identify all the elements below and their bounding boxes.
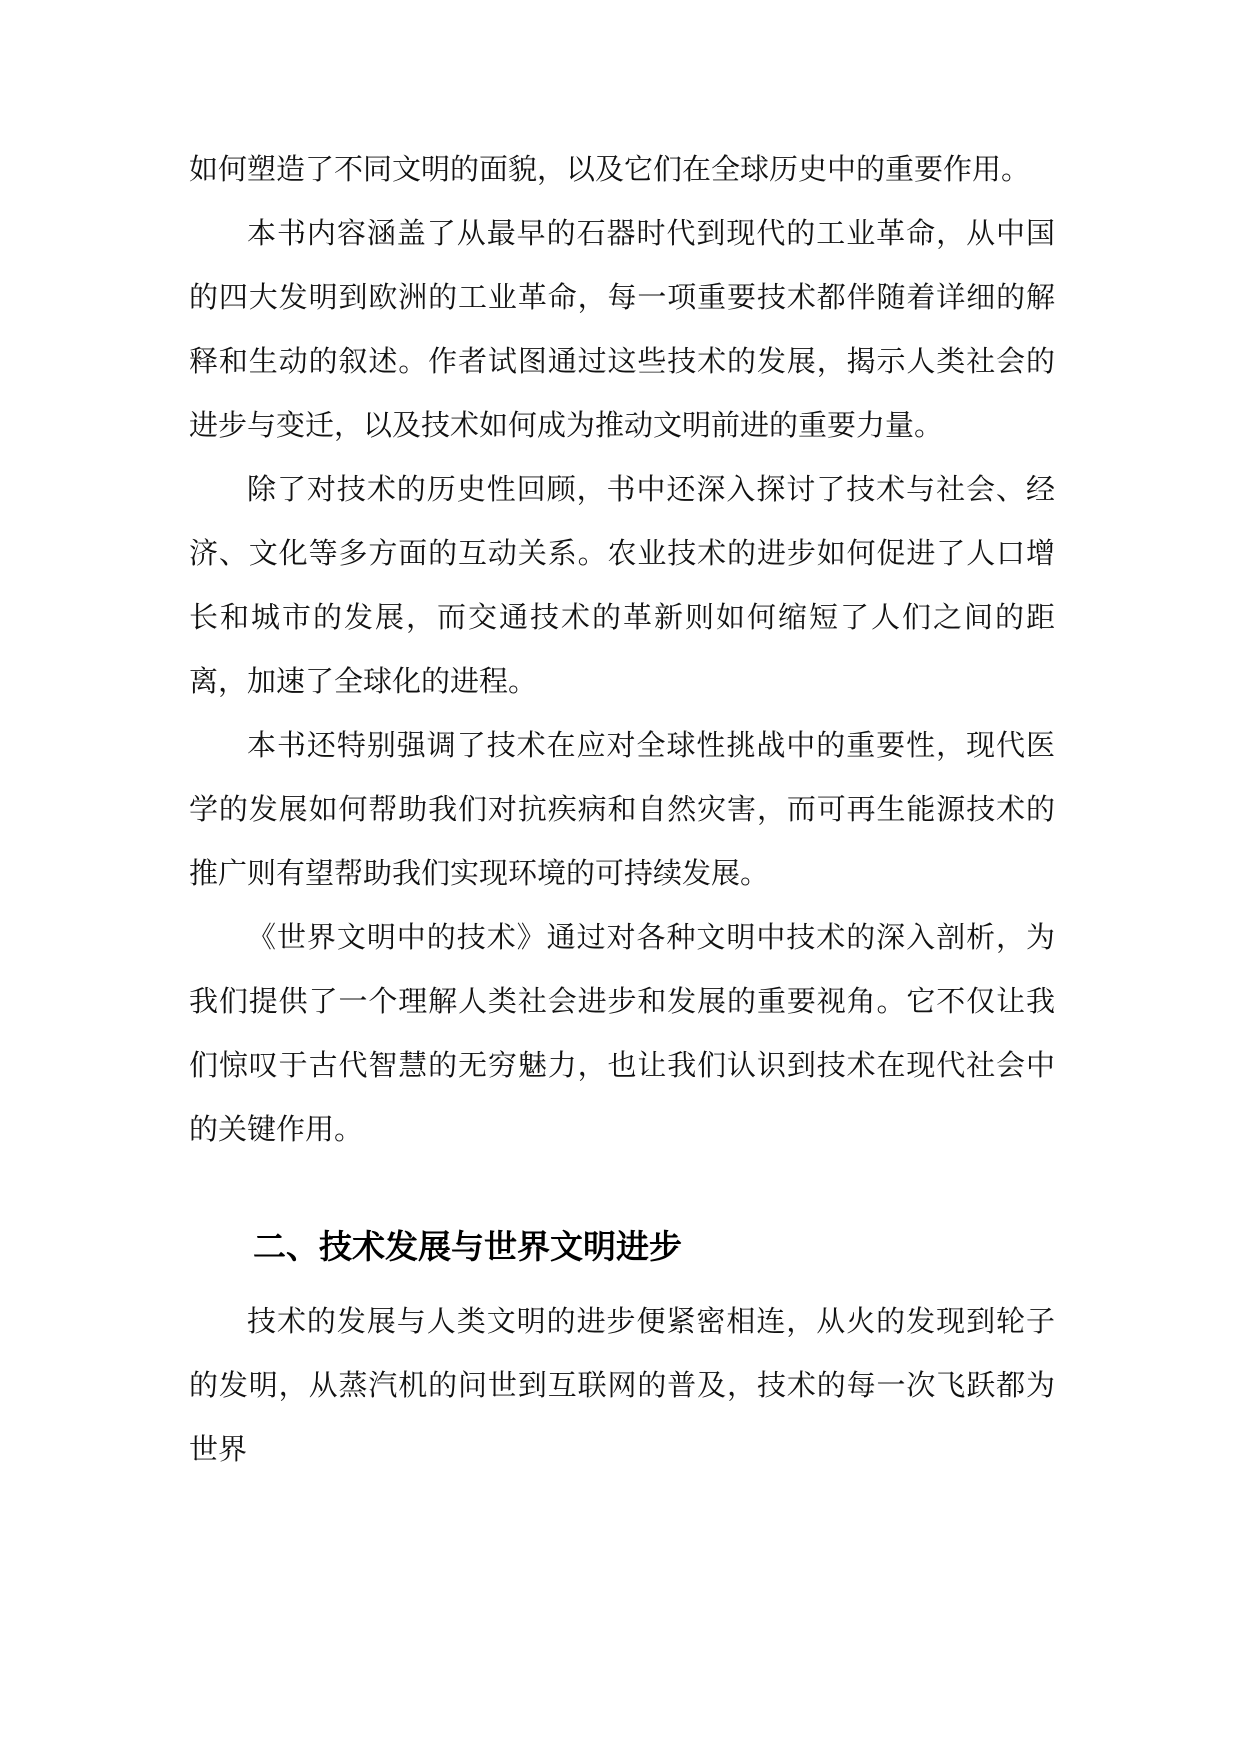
book-summary-paragraph: 《世界文明中的技术》通过对各种文明中技术的深入剖析，为我们提供了一个理解人类社会进步和发展的重要视角。它不仅让我们惊叹于古代智慧的无穷魅力，也让我们认识到技术在现代社会中的关键作用。 [189,920,1055,1146]
section-intro-paragraph: 技术的发展与人类文明的进步便紧密相连，从火的发现到轮子的发明，从蒸汽机的问世到互联网的普及，技术的每一次飞跃都为世界 [189,1304,1055,1466]
continued-paragraph: 如何塑造了不同文明的面貌，以及它们在全球历史中的重要作用。 [189,152,1031,186]
social-interaction-paragraph: 除了对技术的历史性回顾，书中还深入探讨了技术与社会、经济、文化等多方面的互动关系。农业技术的进步如何促进了人口增长和城市的发展，而交通技术的革新则如何缩短了人们之间的距离，加速了全球化的进程。 [189,472,1055,698]
section-heading: 二、技术发展与世界文明进步 [253,1227,682,1266]
book-scope-paragraph: 本书内容涵盖了从最早的石器时代到现代的工业革命，从中国的四大发明到欧洲的工业革命，每一项重要技术都伴随着详细的解释和生动的叙述。作者试图通过这些技术的发展，揭示人类社会的进步与变迁，以及技术如何成为推动文明前进的重要力量。 [189,216,1055,442]
global-challenges-paragraph: 本书还特别强调了技术在应对全球性挑战中的重要性，现代医学的发展如何帮助我们对抗疾病和自然灾害，而可再生能源技术的推广则有望帮助我们实现环境的可持续发展。 [189,728,1055,890]
document-body [189,137,1055,1481]
